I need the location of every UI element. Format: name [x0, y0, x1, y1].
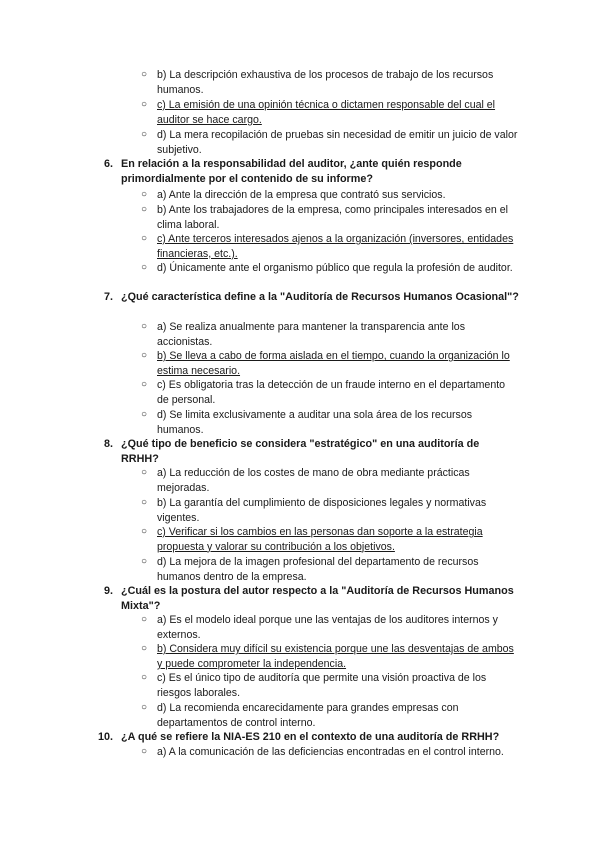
bullet: ○	[141, 497, 148, 508]
bullet: ○	[141, 99, 148, 110]
bullet: ○	[141, 204, 148, 215]
question-number: 9.	[104, 585, 114, 597]
bullet: ○	[141, 672, 148, 683]
bullet: ○	[141, 189, 148, 200]
question-text: ¿Qué característica define a la "Auditoría de Recursos Humanos Ocasional"?	[121, 291, 519, 303]
question-number: 10.	[98, 731, 114, 743]
option-8b: b) La garantía del cumplimiento de disposiciones legales y normativas vigentes.	[157, 497, 487, 524]
option-6b: b) Ante los trabajadores de la empresa, como principales interesados en el clima laboral.	[157, 204, 508, 231]
question-number: 8.	[104, 438, 114, 450]
bullet: ○	[141, 69, 148, 80]
option-6a: a) Ante la dirección de la empresa que contrató sus servicios.	[157, 189, 446, 201]
bullet: ○	[141, 526, 148, 537]
option-9d: d) La recomienda encarecidamente para grandes empresas con departamentos de control interno.	[157, 702, 459, 729]
question-number: 6.	[104, 158, 114, 170]
bullet: ○	[141, 409, 148, 420]
bullet: ○	[141, 643, 148, 654]
bullet: ○	[141, 350, 148, 361]
bullet: ○	[141, 379, 148, 390]
option-prev-c: c) La emisión de una opinión técnica o dictamen responsable del cual el auditor se hace cargo.	[157, 99, 496, 126]
option-prev-b: b) La descripción exhaustiva de los procesos de trabajo de los recursos humanos.	[157, 69, 494, 96]
option-7c: c) Es obligatoria tras la detección de un fraude interno en el departamento de personal.	[157, 379, 506, 406]
option-6d: d) Únicamente ante el organismo público que regula la profesión de auditor.	[157, 262, 513, 274]
option-8a: a) La reducción de los costes de mano de obra mediante prácticas mejoradas.	[157, 467, 470, 494]
question-text: ¿A qué se refiere la NIA-ES 210 en el contexto de una auditoría de RRHH?	[121, 731, 500, 743]
bullet: ○	[141, 129, 148, 140]
bullet: ○	[141, 702, 148, 713]
bullet: ○	[141, 467, 148, 478]
option-10a: a) A la comunicación de las deficiencias encontradas en el control interno.	[157, 746, 504, 758]
bullet: ○	[141, 262, 148, 273]
bullet: ○	[141, 233, 148, 244]
option-9a: a) Es el modelo ideal porque une las ventajas de los auditores internos y externos.	[157, 614, 498, 641]
bullet: ○	[141, 556, 148, 567]
option-8d: d) La mejora de la imagen profesional del departamento de recursos humanos dentro de la empresa.	[157, 556, 479, 583]
question-text: En relación a la responsabilidad del auditor, ¿ante quién responde primordialmente por el contenido de su informe?	[121, 158, 462, 185]
option-9c: c) Es el único tipo de auditoría que permite una visión proactiva de los riesgos laborales.	[157, 672, 487, 699]
option-9b: b) Considera muy difícil su existencia porque une las desventajas de ambos y puede comprometer la independencia.	[157, 643, 514, 670]
question-text: ¿Cuál es la postura del autor respecto a la "Auditoría de Recursos Humanos Mixta"?	[121, 585, 514, 612]
option-7d: d) Se limita exclusivamente a auditar una sola área de los recursos humanos.	[157, 409, 473, 436]
option-7b: b) Se lleva a cabo de forma aislada en el tiempo, cuando la organización lo estima necesario.	[157, 350, 510, 377]
option-prev-d: d) La mera recopilación de pruebas sin necesidad de emitir un juicio de valor subjetivo.	[157, 129, 518, 156]
option-8c: c) Verificar si los cambios en las personas dan soporte a la estrategia propuesta y valorar su contribución a los objetivos.	[157, 526, 483, 553]
option-7a: a) Se realiza anualmente para mantener la transparencia ante los accionistas.	[157, 321, 465, 348]
bullet: ○	[141, 614, 148, 625]
question-number: 7.	[104, 291, 114, 303]
bullet: ○	[141, 746, 148, 757]
question-text: ¿Qué tipo de beneficio se considera "estratégico" en una auditoría de RRHH?	[121, 438, 480, 465]
option-6c: c) Ante terceros interesados ajenos a la organización (inversores, entidades financieras, etc.).	[157, 233, 514, 260]
bullet: ○	[141, 321, 148, 332]
